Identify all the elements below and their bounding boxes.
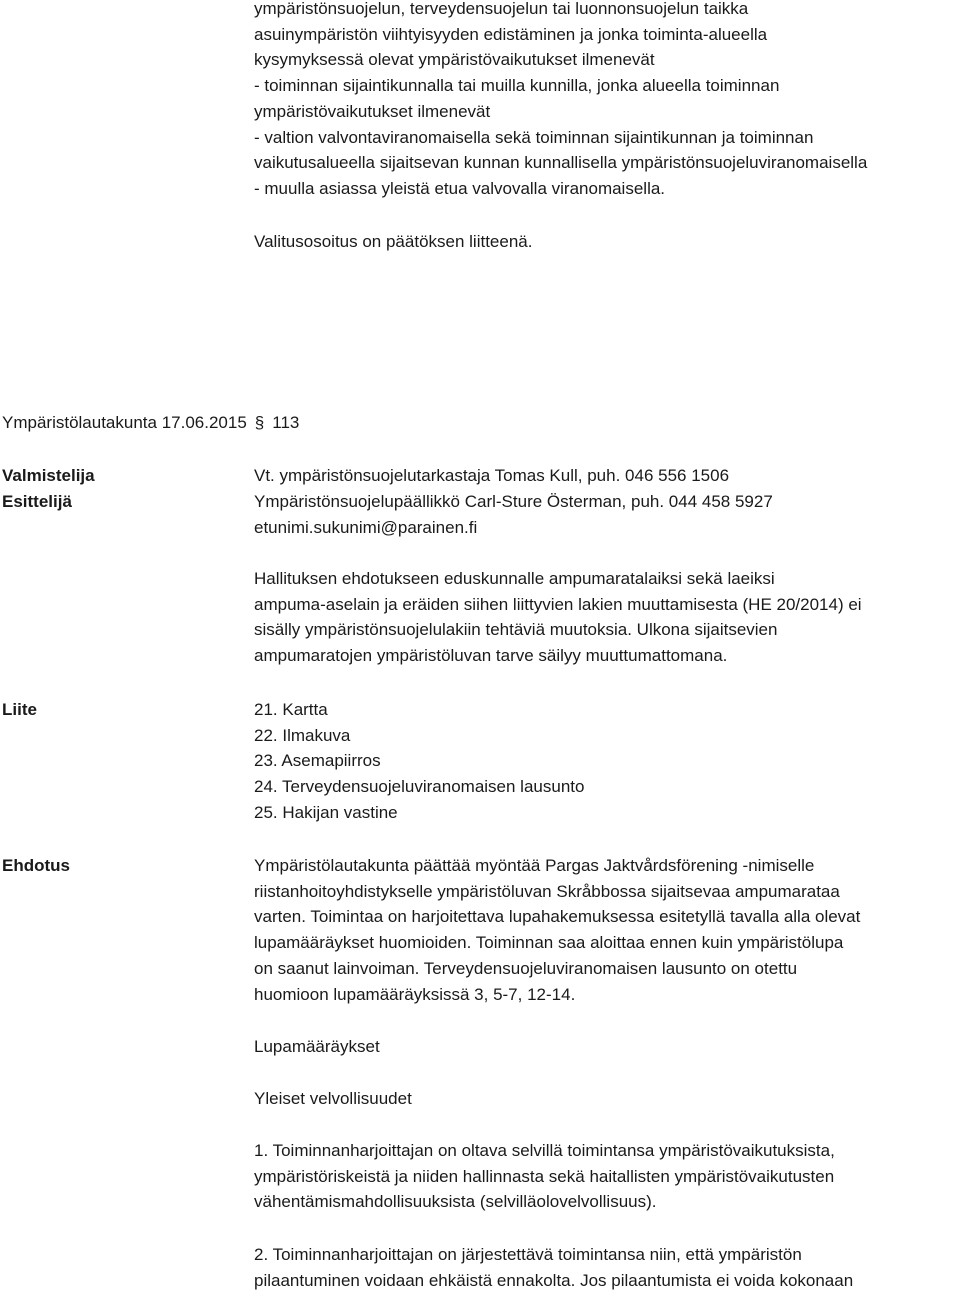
condition-line: ympäristöriskeistä ja niiden hallinnasta sekä haitallisten ympäristövaikutusten [254,1166,835,1186]
proposal-line: lupamääräykset huomioiden. Toiminnan saa aloittaa ennen kuin ympäristölupa [254,933,844,953]
attachment-item: 21. Kartta [254,700,328,719]
background-paragraph [254,566,960,669]
conditions-heading-text: Lupamääräykset [254,1037,380,1056]
background-line: ampumaratojen ympäristöluvan tarve säilyy muuttumattomana. [254,646,728,666]
proposal-paragraph [254,853,960,1007]
proposal-line: huomioon lupamääräyksissä 3, 5-7, 12-14. [254,984,576,1004]
presenter-label: Esittelijä [2,492,72,511]
proposal-label: Ehdotus [2,856,70,875]
section-number: 113 [272,413,300,432]
background-line: sisälly ympäristönsuojelulakiin tehtäviä muutoksia. Ulkona sijaitsevien [254,620,778,640]
condition-line: 1. Toiminnanharjoittajan on oltava selvillä toimintansa ympäristövaikutuksista, [254,1141,835,1160]
attachment-item: 22. Ilmakuva [254,725,351,745]
general-obligations-text: Yleiset velvollisuudet [254,1089,412,1108]
intro-line: - toiminnan sijaintikunnalla tai muilla kunnilla, jonka alueella toiminnan [254,76,780,96]
meeting-heading [2,410,299,436]
proposal-line: riistanhoitoyhdistykselle ympäristöluvan Skråbbossa sijaitsevaa ampumarataa [254,881,840,901]
attachment-item: 23. Asemapiirros [254,751,381,771]
proposal-line: varten. Toimintaa on harjoitettava lupahakemuksessa esitetyllä tavalla alla olevat [254,907,861,927]
preparer-value [254,463,960,489]
general-obligations-heading [254,1086,960,1112]
intro-line: vaikutusalueella sijaitsevan kunnan kunnallisella ympäristönsuojeluviranomaisella [254,153,868,173]
section-sign: § [254,413,265,432]
attachments-label: Liite [2,700,37,719]
condition-item-1 [254,1138,960,1215]
conditions-heading [254,1034,960,1060]
meeting-body: Ympäristölautakunta 17.06.2015 [2,413,247,432]
preparer-text: Vt. ympäristönsuojelutarkastaja Tomas Kull, puh. 046 556 1506 [254,466,730,485]
presenter-text: Ympäristönsuojelupäällikkö Carl-Sture Österman, puh. 044 458 5927 [254,492,773,511]
background-line: ampuma-aselain ja eräiden siihen liittyvien lakien muuttamisesta (HE 20/2014) ei [254,594,862,614]
intro-paragraph [254,0,960,202]
condition-item-2 [254,1242,960,1293]
appeal-note-text: Valitusosoitus on päätöksen liitteenä. [254,232,533,251]
intro-line: ympäristövaikutukset ilmenevät [254,101,491,121]
presenter-value [254,489,960,540]
intro-line: kysymyksessä olevat ympäristövaikutukset ilmenevät [254,50,655,70]
intro-line: - muulla asiassa yleistä etua valvovalla viranomaisella. [254,178,666,198]
intro-line: asuinympäristön viihtyisyyden edistäminen ja jonka toiminta-alueella [254,24,768,44]
attachment-item: 25. Hakijan vastine [254,802,398,822]
intro-line: - valtion valvontaviranomaisella sekä toiminnan sijaintikunnan ja toiminnan [254,127,814,147]
attachments-list [254,697,960,826]
condition-line: vähentämismahdollisuuksista (selvilläolovelvollisuus). [254,1192,657,1212]
proposal-line: on saanut lainvoiman. Terveydensuojeluviranomaisen lausunto on otettu [254,958,798,978]
background-line: Hallituksen ehdotukseen eduskunnalle ampumaratalaiksi sekä laeiksi [254,569,775,588]
condition-line: pilaantuminen voidaan ehkäistä ennakolta. Jos pilaantumista ei voida kokonaan [254,1270,854,1290]
email-address: etunimi.sukunimi@parainen.fi [254,517,478,537]
appeal-note [254,229,960,255]
proposal-line: Ympäristölautakunta päättää myöntää Pargas Jaktvårdsförening -nimiselle [254,856,815,875]
attachment-item: 24. Terveydensuojeluviranomaisen lausunto [254,777,585,797]
preparer-label: Valmistelija [2,466,95,485]
intro-line: ympäristönsuojelun, terveydensuojelun tai luonnonsuojelun taikka [254,0,749,18]
condition-line: 2. Toiminnanharjoittajan on järjestettävä toimintansa niin, että ympäristön [254,1245,802,1264]
